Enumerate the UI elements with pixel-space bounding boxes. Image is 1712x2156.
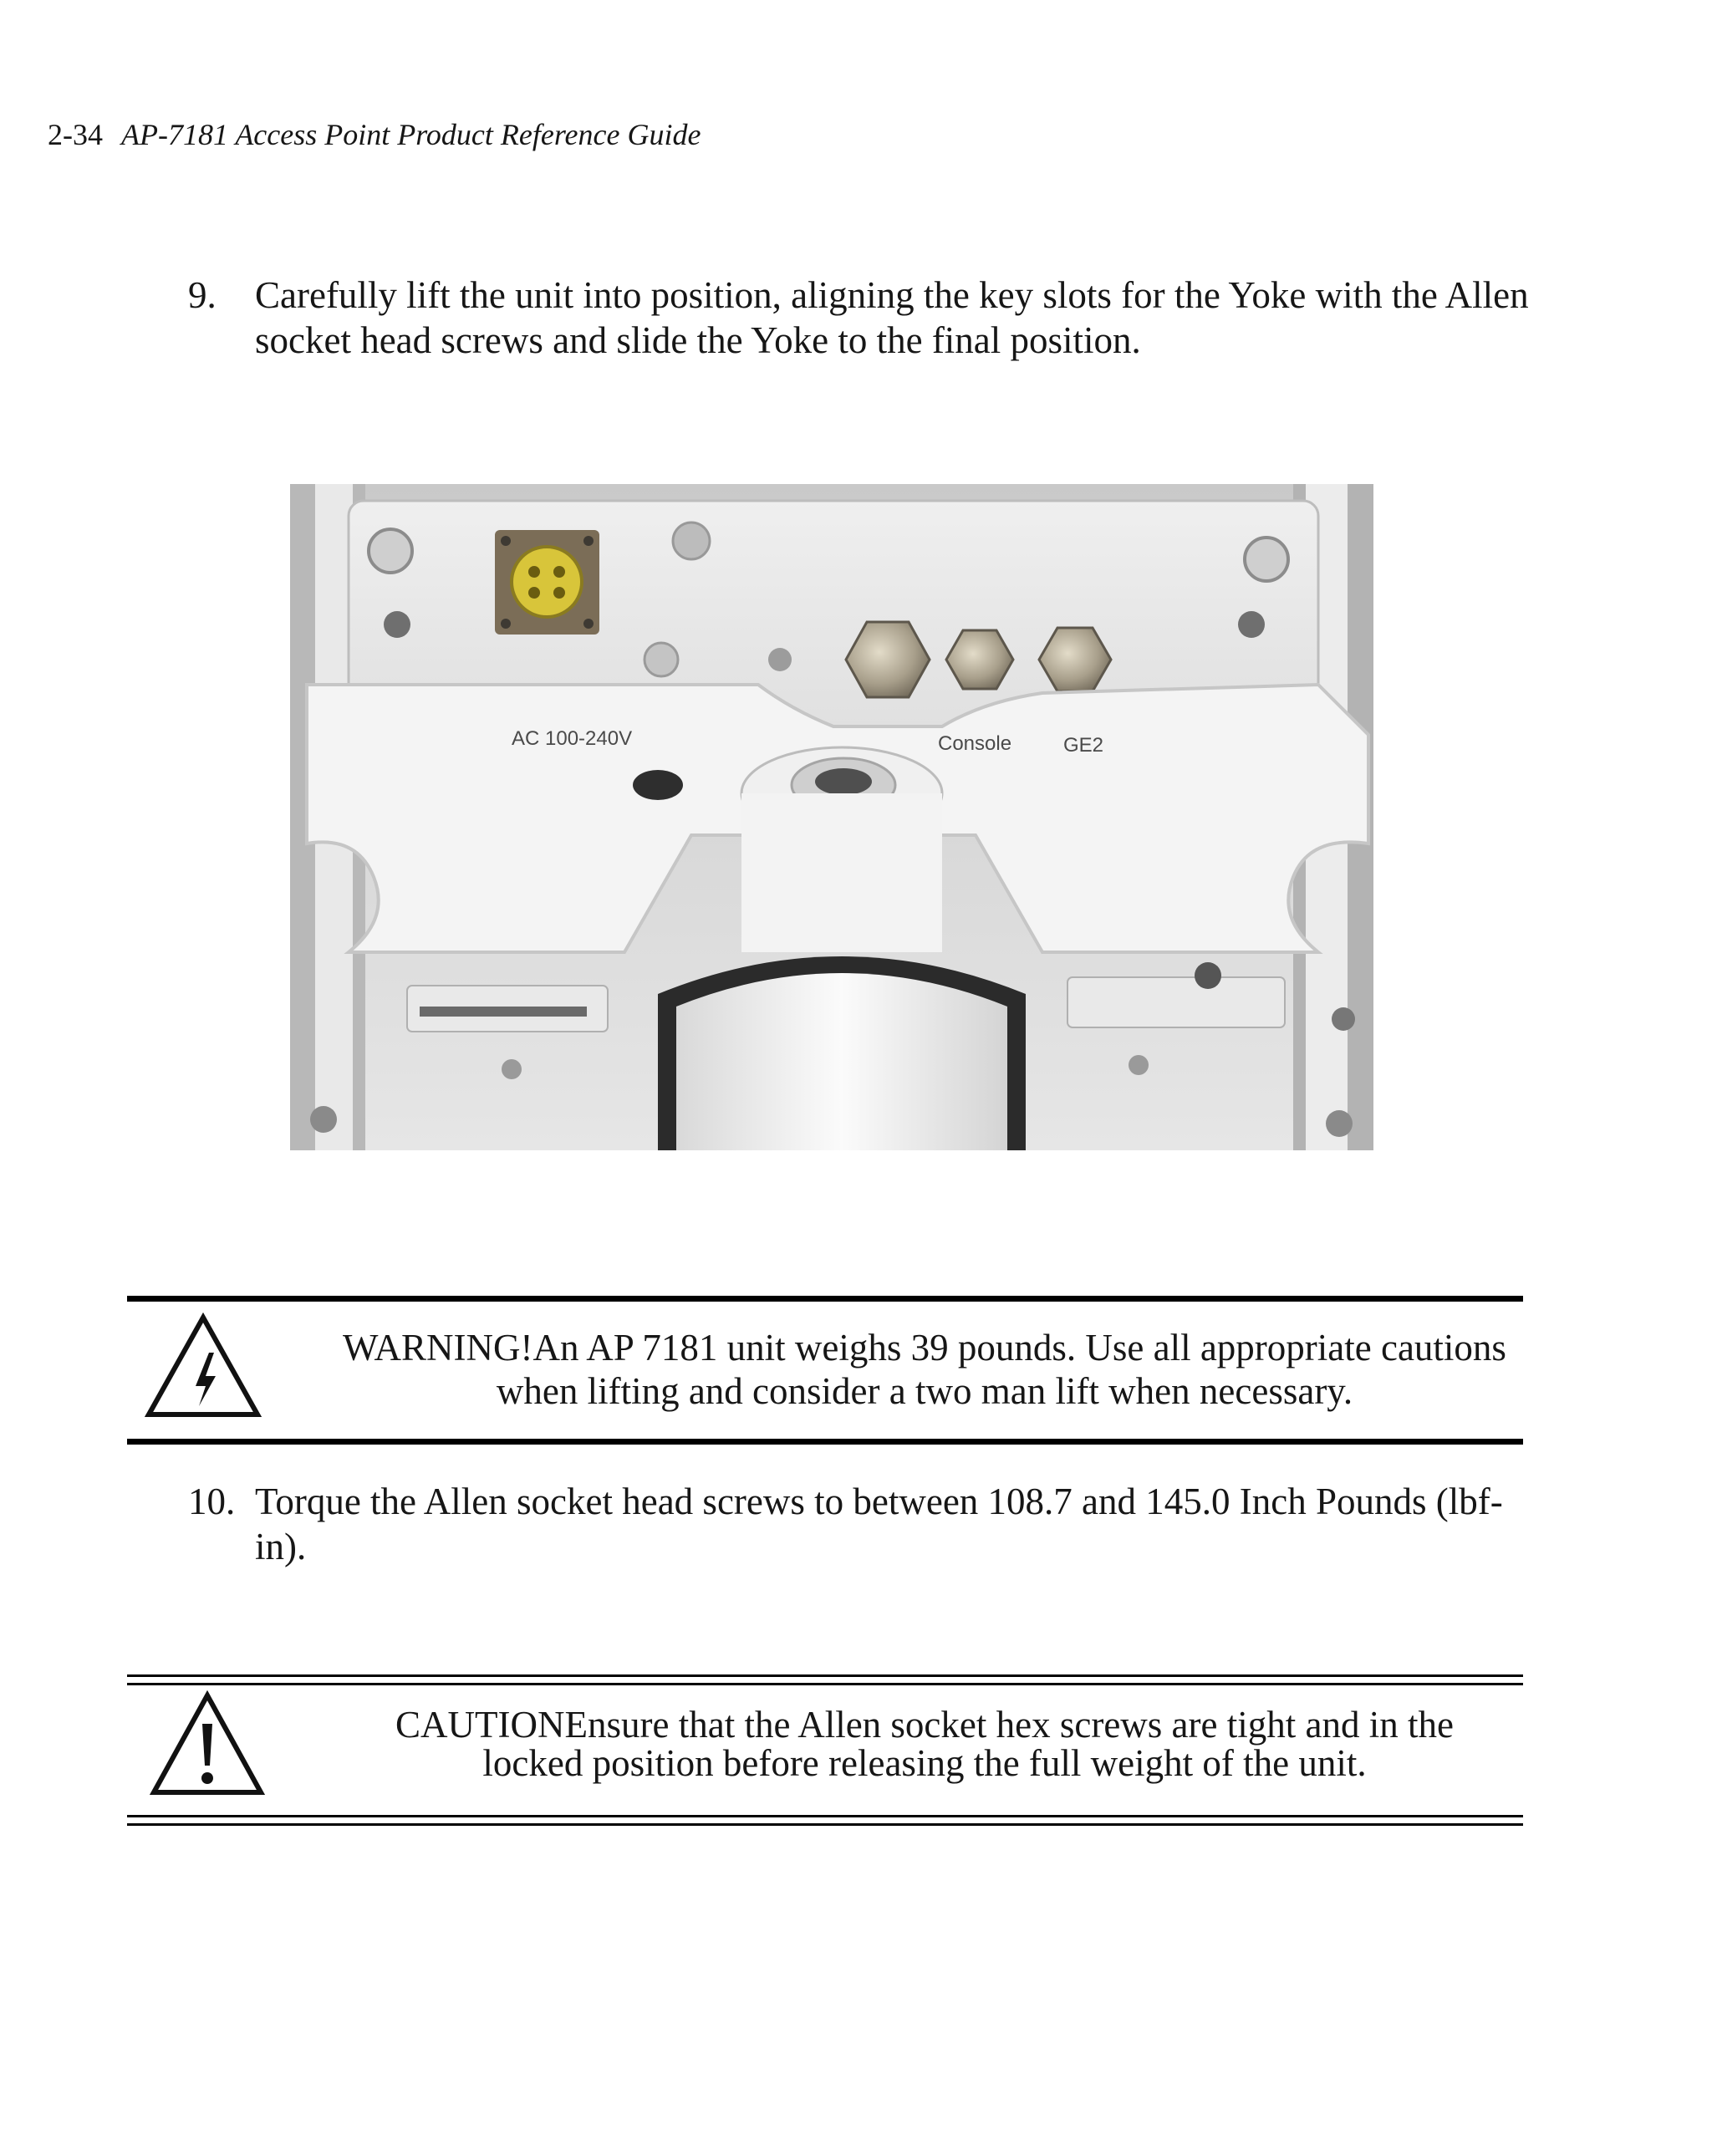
warning-bottom-rule (127, 1439, 1523, 1445)
running-header (48, 117, 701, 152)
photo-label-ge2: GE2 (1063, 734, 1104, 757)
warning-line-2: when lifting and consider a two man lift when necessary. (496, 1370, 1353, 1412)
electrical-hazard-icon (144, 1312, 262, 1425)
step-number: 9. (188, 274, 217, 316)
step-9 (188, 273, 1542, 363)
warning-label: WARNING! (343, 1327, 533, 1369)
step-number: 10. (188, 1481, 236, 1522)
caution-label: CAUTION (395, 1704, 565, 1746)
step-text: Carefully lift the unit into position, aligning the key slots for the Yoke with the Allen socket head screws and slide the Yoke to the final position. (255, 274, 1529, 361)
caution-bottom-rule-2 (127, 1823, 1523, 1826)
caution-text (331, 1705, 1518, 1782)
step-10 (188, 1479, 1542, 1569)
caution-exclamation-icon (149, 1690, 266, 1802)
warning-top-rule (127, 1296, 1523, 1302)
warning-line-1: An AP 7181 unit weighs 39 pounds. Use all appropriate cautions (532, 1327, 1506, 1369)
photo-label-console: Console (938, 732, 1012, 755)
caution-top-rule-1 (127, 1674, 1523, 1677)
warning-text (331, 1326, 1518, 1413)
caution-top-rule-2 (127, 1683, 1523, 1685)
caution-line-2: locked position before releasing the full weight of the unit. (482, 1742, 1367, 1784)
page-number: 2-34 (48, 118, 103, 151)
guide-title: AP-7181 Access Point Product Reference Guide (121, 118, 701, 151)
caution-line-1: Ensure that the Allen socket hex screws are tight and in the (564, 1704, 1454, 1746)
caution-bottom-rule-1 (127, 1815, 1523, 1817)
photo-label-power: AC 100-240V (512, 727, 633, 750)
step-text: Torque the Allen socket head screws to between 108.7 and 145.0 Inch Pounds (lbf-in). (255, 1481, 1503, 1567)
mounting-photo (290, 484, 1373, 1150)
